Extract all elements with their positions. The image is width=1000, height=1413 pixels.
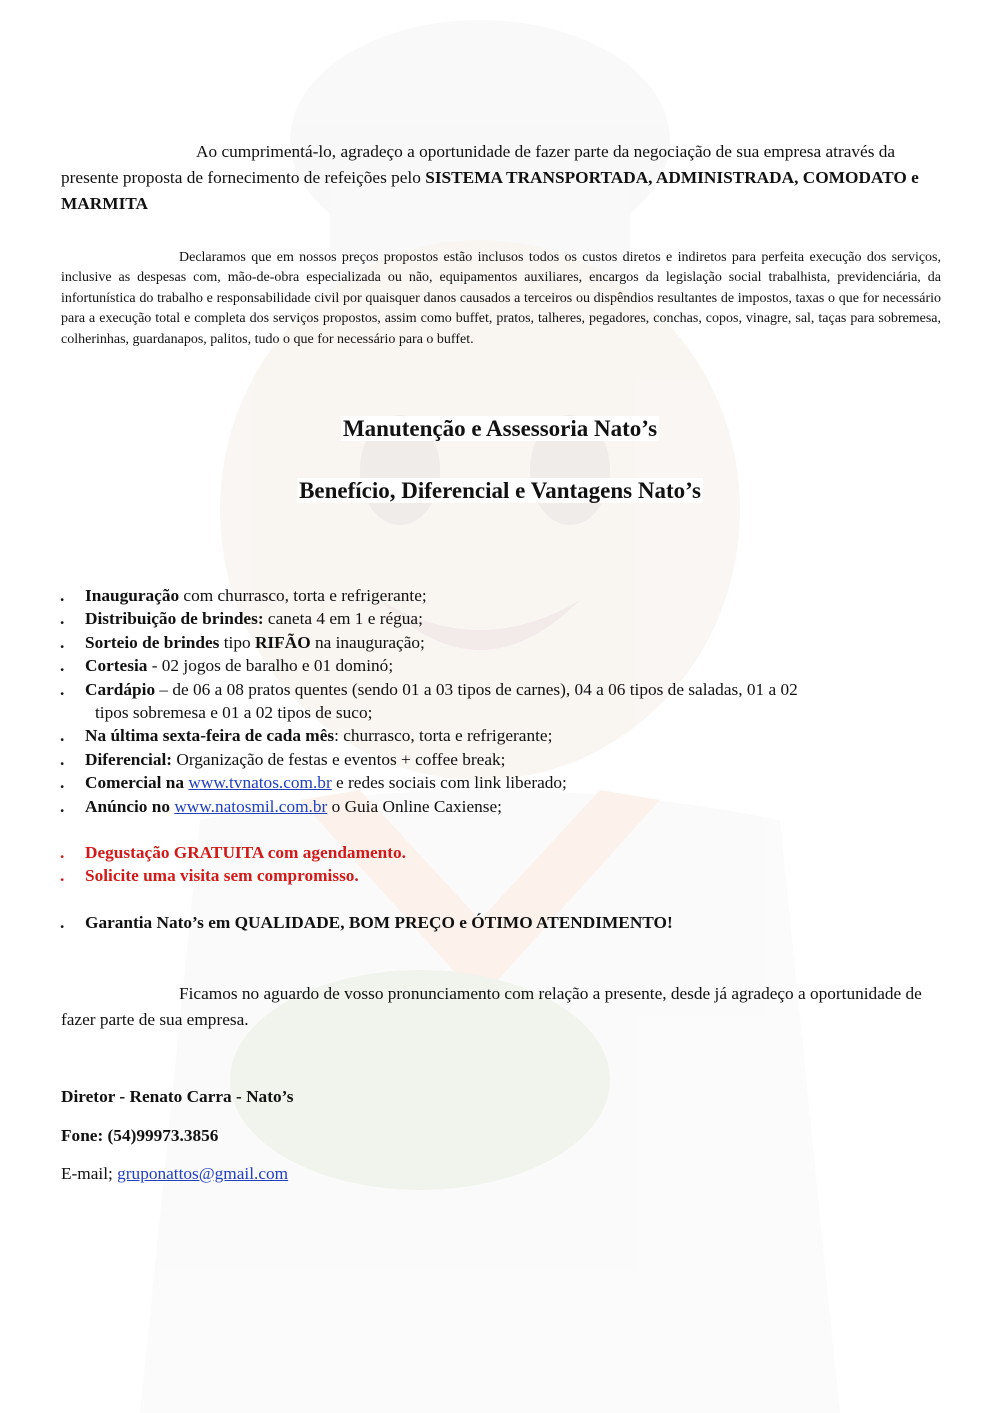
list-item: . Cardápio – de 06 a 08 pratos quentes (sendo 01 a 03 tipos de carnes), 04 a 06 tipos de saladas, 01 a 02 tipos sobremesa e 01 a 02 tipos de suco; [60, 679, 798, 723]
heading-benefits: Benefício, Diferencial e Vantagens Nato’s [299, 478, 701, 503]
list-item: . Na última sexta-feira de cada mês: churrasco, torta e refrigerante; [60, 726, 553, 746]
benefits-list [60, 584, 940, 934]
closing-paragraph: Ficamos no aguardo de vosso pronunciamento com relação a presente, desde já agradeço a oportunidade de fazer parte de sua empresa. [61, 984, 922, 1029]
list-item: . Sorteio de brindes tipo RIFÃO na inauguração; [60, 632, 425, 652]
intro-paragraph [61, 139, 941, 217]
list-item: . Anúncio no www.natosmil.com.br o Guia Online Caxiense; [60, 796, 502, 816]
list-item: . Distribuição de brindes: caneta 4 em 1 e régua; [60, 609, 423, 629]
heading-maintenance: Manutenção e Assessoria Nato’s [342, 416, 658, 441]
intro-systems: SISTEMA TRANSPORTADA, ADMINISTRADA, COMODATO e MARMITA [61, 168, 919, 213]
declaration-text: Declaramos que em nossos preços propostos estão inclusos todos os custos diretos e indiretos para perfeita execução dos serviços, inclusive as despesas com, mão-de-obra especializada ou não, equipamentos auxiliares, encargos da legislação social trabalhista, previdenciária, da infortunística do trabalho e responsabilidade civil por quaisquer danos causados a terceiros ou dispêndios resultantes de impostos, taxas o que for necessário para a execução total e completa dos serviços propostos, assim como buffet, pratos, talheres, pegadores, conchas, copos, vinagre, sal, taças para sobremesa, colherinhas, guardanapos, palitos, tudo o que for necessário para o buffet. [61, 250, 941, 347]
declaration-paragraph [61, 248, 941, 350]
signature-email: E-mail; gruponattos@gmail.com [61, 1164, 289, 1183]
signature-phone: Fone: (54)99973.3856 [61, 1126, 219, 1145]
list-item: . Comercial na www.tvnatos.com.br e redes sociais com link liberado; [60, 773, 567, 793]
intro-text: Ao cumprimentá-lo, agradeço a oportunidade de fazer parte da negociação de sua empresa através da presente proposta de fornecimento de refeições pelo [61, 142, 896, 187]
highlight-tasting: . Degustação GRATUITA com agendamento. [60, 843, 406, 863]
list-item: . Cortesia - 02 jogos de baralho e 01 dominó; [60, 656, 394, 676]
list-item: . Diferencial: Organização de festas e eventos + coffee break; [60, 749, 506, 769]
signature-director: Diretor - Renato Carra - Nato’s [61, 1087, 294, 1106]
guarantee-item: . Garantia Nato’s em QUALIDADE, BOM PREÇO e ÓTIMO ATENDIMENTO! [60, 912, 673, 932]
highlight-visit: . Solicite uma visita sem compromisso. [60, 866, 359, 886]
tvnatos-link[interactable]: www.tvnatos.com.br [188, 773, 332, 793]
email-link[interactable]: gruponattos@gmail.com [117, 1164, 289, 1183]
natosmil-link[interactable]: www.natosmil.com.br [174, 796, 328, 816]
list-item: . Inauguração com churrasco, torta e refrigerante; [60, 586, 427, 605]
